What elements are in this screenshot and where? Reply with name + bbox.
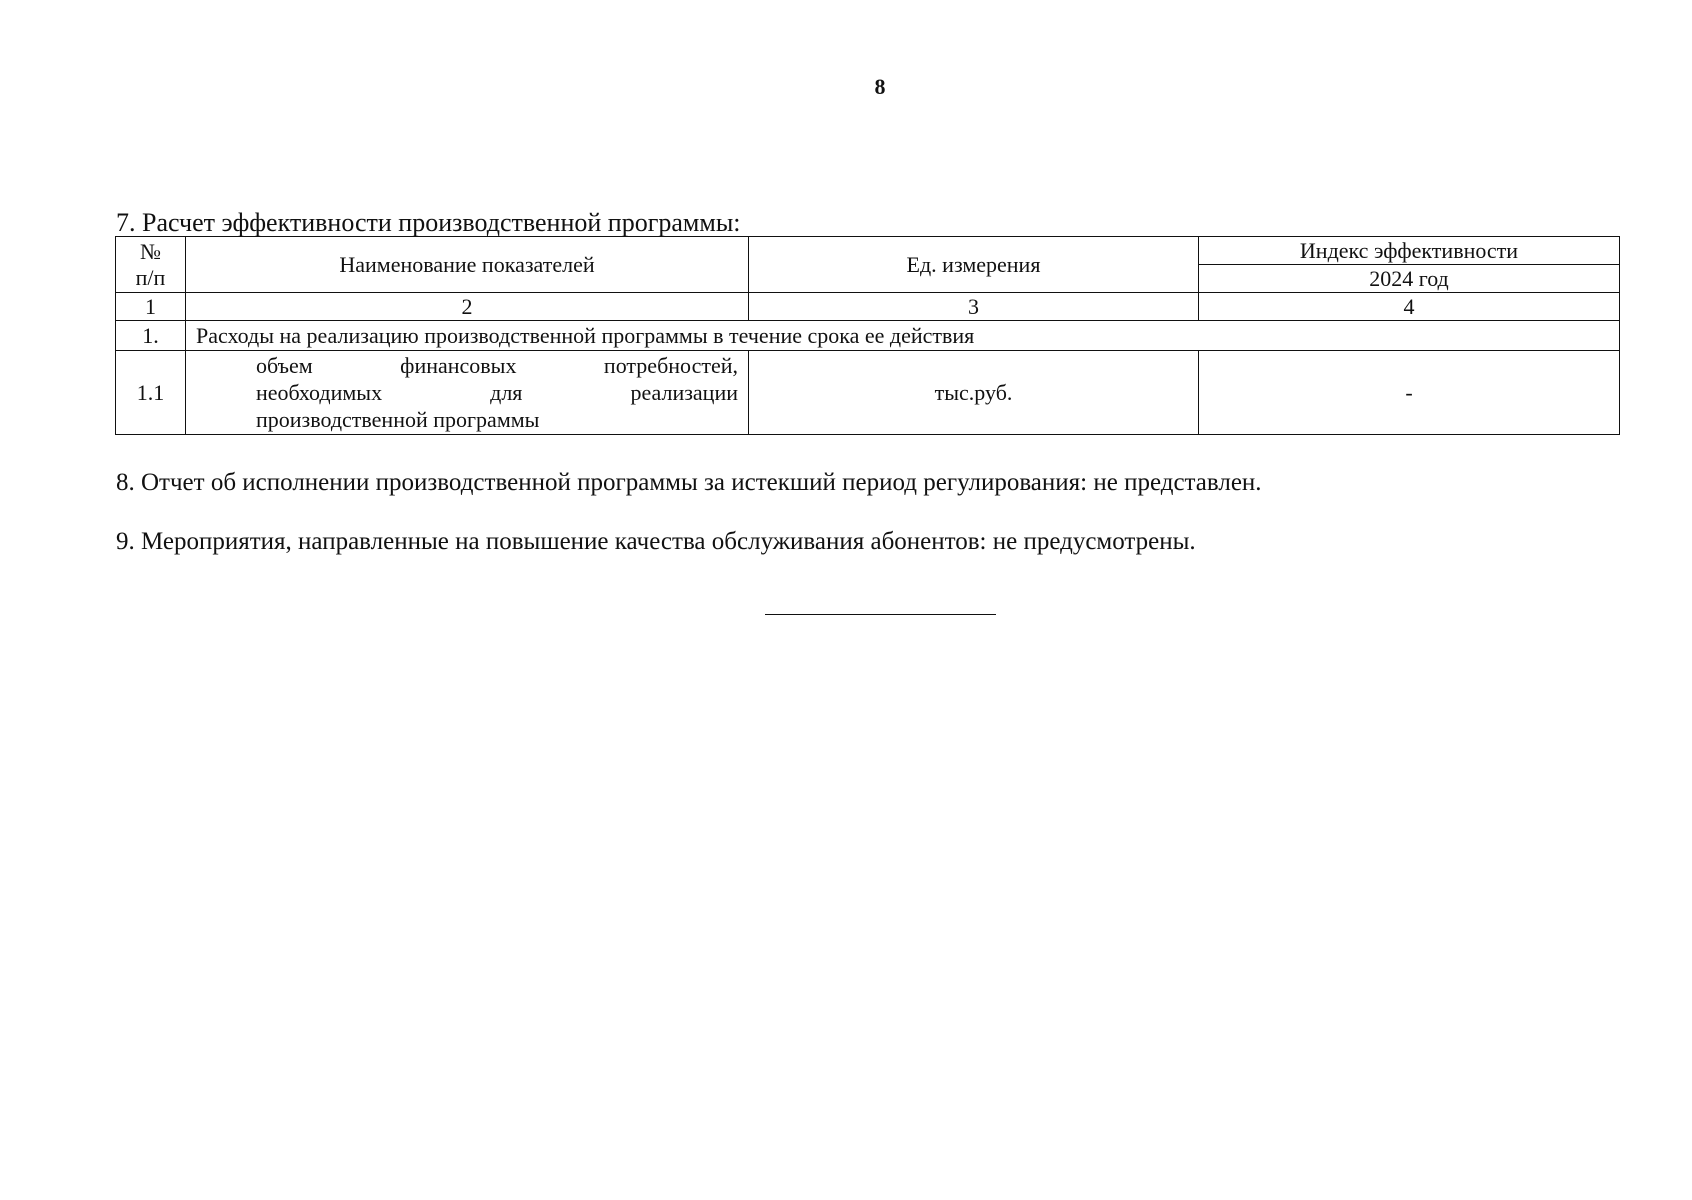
row-name-line: производственной программы xyxy=(256,407,540,432)
header-index-cell: Индекс эффективности xyxy=(1199,237,1620,265)
table-group-row xyxy=(116,321,1620,351)
column-number-cell: 1 xyxy=(116,293,186,321)
header-num-line-1: № xyxy=(140,238,161,264)
row-name xyxy=(186,351,749,435)
header-unit-cell: Ед. измерения xyxy=(749,237,1199,293)
efficiency-table xyxy=(115,236,1620,435)
header-num-line-2: п/п xyxy=(135,264,166,290)
table-header-row xyxy=(116,237,1620,265)
section-8-text: 8. Отчет об исполнении производственной программы за истекший период регулирования: не представлен. xyxy=(116,469,1262,496)
row-unit: тыс.руб. xyxy=(749,351,1199,435)
header-name-cell: Наименование показателей xyxy=(186,237,749,293)
header-year-cell: 2024 год xyxy=(1199,265,1620,293)
end-separator-line xyxy=(765,614,996,615)
section-9-text: 9. Мероприятия, направленные на повышение качества обслуживания абонентов: не предусмотрены. xyxy=(116,528,1196,555)
column-number-cell: 4 xyxy=(1199,293,1620,321)
table-row xyxy=(116,351,1620,435)
row-name-line: необходимых для реализации xyxy=(256,380,738,405)
page-number: 8 xyxy=(874,74,886,99)
group-row-num: 1. xyxy=(116,321,186,351)
row-value: - xyxy=(1199,351,1620,435)
row-num: 1.1 xyxy=(116,351,186,435)
column-number-cell: 2 xyxy=(186,293,749,321)
column-number-cell: 3 xyxy=(749,293,1199,321)
row-name-line: объем финансовых потребностей, xyxy=(256,353,738,378)
group-row-text: Расходы на реализацию производственной программы в течение срока ее действия xyxy=(186,321,1620,351)
column-numbers-row xyxy=(116,293,1620,321)
section-7-heading: 7. Расчет эффективности производственной программы: xyxy=(116,208,741,237)
header-num-cell xyxy=(116,237,186,293)
